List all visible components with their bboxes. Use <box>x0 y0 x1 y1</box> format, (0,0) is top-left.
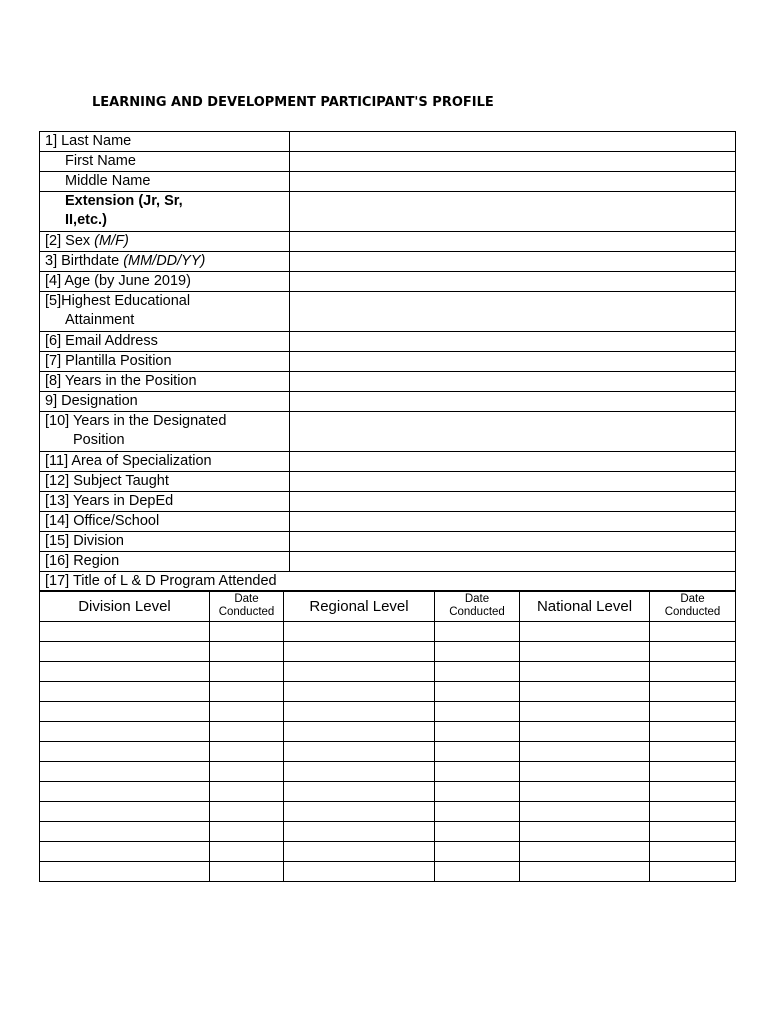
row-age <box>40 272 736 292</box>
header-regional-date-line2: Conducted <box>449 606 505 618</box>
cell-division-date[interactable] <box>210 702 284 722</box>
label-region: [16] Region <box>40 552 290 572</box>
cell-division-date[interactable] <box>210 722 284 742</box>
cell-regional-date[interactable] <box>435 622 520 642</box>
header-division-date-line2: Conducted <box>218 606 275 618</box>
cell-division-program[interactable] <box>40 682 210 702</box>
value-subject[interactable] <box>290 472 736 492</box>
label-years-position: [8] Years in the Position <box>40 372 290 392</box>
value-birthdate[interactable] <box>290 252 736 272</box>
value-division[interactable] <box>290 532 736 552</box>
cell-regional-date[interactable] <box>435 822 520 842</box>
label-education <box>40 292 290 332</box>
label-sex-text: [2] Sex <box>45 233 95 249</box>
cell-regional-program[interactable] <box>284 682 435 702</box>
cell-division-date[interactable] <box>210 802 284 822</box>
cell-division-program[interactable] <box>40 802 210 822</box>
cell-regional-date[interactable] <box>435 642 520 662</box>
row-sex <box>40 232 736 252</box>
cell-division-date[interactable] <box>210 822 284 842</box>
row-division <box>40 532 736 552</box>
row-region <box>40 552 736 572</box>
value-extension[interactable] <box>290 192 736 232</box>
row-email <box>40 332 736 352</box>
cell-division-program[interactable] <box>40 842 210 862</box>
row-last-name <box>40 132 736 152</box>
cell-regional-program[interactable] <box>284 702 435 722</box>
cell-division-program[interactable] <box>40 742 210 762</box>
cell-national-date[interactable] <box>650 622 736 642</box>
row-subject <box>40 472 736 492</box>
cell-national-date[interactable] <box>650 842 736 862</box>
row-education <box>40 292 736 332</box>
cell-division-date[interactable] <box>210 662 284 682</box>
label-division: [15] Division <box>40 532 290 552</box>
cell-regional-date[interactable] <box>435 762 520 782</box>
header-regional-date <box>435 591 520 622</box>
value-designation[interactable] <box>290 392 736 412</box>
cell-national-program[interactable] <box>520 702 650 722</box>
cell-national-date[interactable] <box>650 742 736 762</box>
cell-division-program[interactable] <box>40 762 210 782</box>
cell-division-date[interactable] <box>210 682 284 702</box>
cell-regional-date[interactable] <box>435 802 520 822</box>
value-last-name[interactable] <box>290 132 736 152</box>
value-years-position[interactable] <box>290 372 736 392</box>
value-office[interactable] <box>290 512 736 532</box>
label-sex-hint: (M/F) <box>94 233 129 249</box>
header-national-level: National Level <box>520 591 650 622</box>
cell-national-program[interactable] <box>520 722 650 742</box>
label-email: [6] Email Address <box>40 332 290 352</box>
cell-division-date[interactable] <box>210 862 284 882</box>
cell-regional-program[interactable] <box>284 802 435 822</box>
cell-division-date[interactable] <box>210 642 284 662</box>
cell-regional-program[interactable] <box>284 822 435 842</box>
cell-regional-program[interactable] <box>284 642 435 662</box>
label-education-line1: [5]Highest Educational <box>45 293 191 309</box>
table-row <box>40 642 736 662</box>
cell-division-date[interactable] <box>210 742 284 762</box>
label-years-designated-line1: [10] Years in the Designated <box>45 413 227 429</box>
cell-regional-date[interactable] <box>435 662 520 682</box>
table-row <box>40 742 736 762</box>
cell-division-program[interactable] <box>40 642 210 662</box>
cell-regional-program[interactable] <box>284 662 435 682</box>
table-row <box>40 722 736 742</box>
table-row <box>40 622 736 642</box>
cell-regional-program[interactable] <box>284 742 435 762</box>
row-years-designated <box>40 412 736 452</box>
cell-division-program[interactable] <box>40 822 210 842</box>
value-sex[interactable] <box>290 232 736 252</box>
value-education[interactable] <box>290 292 736 332</box>
row-birthdate <box>40 252 736 272</box>
table-row <box>40 662 736 682</box>
header-regional-date-line1: Date <box>464 593 490 605</box>
cell-national-date[interactable] <box>650 682 736 702</box>
table-row <box>40 702 736 722</box>
cell-regional-program[interactable] <box>284 722 435 742</box>
table-row <box>40 842 736 862</box>
label-extension-line1: Extension (Jr, Sr, <box>65 193 183 209</box>
value-specialization[interactable] <box>290 452 736 472</box>
cell-division-program[interactable] <box>40 862 210 882</box>
program-table-header <box>40 591 736 622</box>
row-program-title <box>40 572 736 592</box>
table-row <box>40 782 736 802</box>
cell-division-program[interactable] <box>40 702 210 722</box>
label-specialization: [11] Area of Specialization <box>40 452 290 472</box>
cell-national-date[interactable] <box>650 722 736 742</box>
cell-national-program[interactable] <box>520 682 650 702</box>
cell-national-date[interactable] <box>650 642 736 662</box>
cell-national-program[interactable] <box>520 822 650 842</box>
program-table-body <box>40 622 736 882</box>
cell-national-date[interactable] <box>650 782 736 802</box>
value-years-designated[interactable] <box>290 412 736 452</box>
cell-national-date[interactable] <box>650 662 736 682</box>
cell-national-program[interactable] <box>520 802 650 822</box>
cell-national-date[interactable] <box>650 802 736 822</box>
cell-national-program[interactable] <box>520 642 650 662</box>
document-title: LEARNING AND DEVELOPMENT PARTICIPANT'S PROFILE <box>92 95 494 110</box>
cell-regional-date[interactable] <box>435 842 520 862</box>
label-subject: [12] Subject Taught <box>40 472 290 492</box>
cell-regional-date[interactable] <box>435 782 520 802</box>
label-years-deped: [13] Years in DepEd <box>40 492 290 512</box>
value-region[interactable] <box>290 552 736 572</box>
label-extension <box>40 192 290 232</box>
program-table <box>39 590 736 882</box>
value-plantilla[interactable] <box>290 352 736 372</box>
cell-national-program[interactable] <box>520 662 650 682</box>
table-row <box>40 762 736 782</box>
cell-division-date[interactable] <box>210 762 284 782</box>
cell-national-program[interactable] <box>520 862 650 882</box>
cell-national-program[interactable] <box>520 762 650 782</box>
label-age: [4] Age (by June 2019) <box>40 272 290 292</box>
row-first-name <box>40 152 736 172</box>
cell-regional-date[interactable] <box>435 722 520 742</box>
row-designation <box>40 392 736 412</box>
label-program-title: [17] Title of L & D Program Attended <box>40 572 736 592</box>
label-office: [14] Office/School <box>40 512 290 532</box>
cell-national-program[interactable] <box>520 782 650 802</box>
cell-regional-program[interactable] <box>284 762 435 782</box>
label-last-name: 1] Last Name <box>40 132 290 152</box>
label-birthdate-hint: (MM/DD/YY) <box>123 253 206 269</box>
label-birthdate <box>40 252 290 272</box>
label-plantilla: [7] Plantilla Position <box>40 352 290 372</box>
label-years-designated-line2: Position <box>73 432 125 448</box>
row-specialization <box>40 452 736 472</box>
profile-table <box>39 131 736 592</box>
table-row <box>40 682 736 702</box>
cell-regional-program[interactable] <box>284 622 435 642</box>
row-extension <box>40 192 736 232</box>
value-middle-name[interactable] <box>290 172 736 192</box>
row-middle-name <box>40 172 736 192</box>
table-row <box>40 822 736 842</box>
row-years-position <box>40 372 736 392</box>
row-years-deped <box>40 492 736 512</box>
cell-regional-date[interactable] <box>435 702 520 722</box>
label-first-name: First Name <box>40 152 290 172</box>
header-national-date <box>650 591 736 622</box>
value-age[interactable] <box>290 272 736 292</box>
cell-division-date[interactable] <box>210 782 284 802</box>
table-row <box>40 862 736 882</box>
label-years-designated <box>40 412 290 452</box>
label-middle-name: Middle Name <box>40 172 290 192</box>
cell-national-program[interactable] <box>520 842 650 862</box>
cell-division-program[interactable] <box>40 722 210 742</box>
cell-national-date[interactable] <box>650 702 736 722</box>
header-division-level: Division Level <box>40 591 210 622</box>
cell-division-program[interactable] <box>40 662 210 682</box>
value-years-deped[interactable] <box>290 492 736 512</box>
cell-national-date[interactable] <box>650 862 736 882</box>
cell-national-program[interactable] <box>520 622 650 642</box>
cell-national-date[interactable] <box>650 762 736 782</box>
cell-national-program[interactable] <box>520 742 650 762</box>
value-first-name[interactable] <box>290 152 736 172</box>
row-plantilla <box>40 352 736 372</box>
label-designation: 9] Designation <box>40 392 290 412</box>
value-email[interactable] <box>290 332 736 352</box>
cell-regional-program[interactable] <box>284 862 435 882</box>
header-national-date-line1: Date <box>680 593 705 605</box>
cell-regional-date[interactable] <box>435 862 520 882</box>
header-national-date-line2: Conducted <box>664 606 721 618</box>
cell-regional-program[interactable] <box>284 782 435 802</box>
cell-division-program[interactable] <box>40 622 210 642</box>
label-sex <box>40 232 290 252</box>
row-office <box>40 512 736 532</box>
label-education-line2: Attainment <box>65 312 135 328</box>
cell-regional-date[interactable] <box>435 742 520 762</box>
cell-regional-program[interactable] <box>284 842 435 862</box>
header-regional-level: Regional Level <box>284 591 435 622</box>
label-extension-line2: II,etc.) <box>65 212 107 228</box>
cell-division-date[interactable] <box>210 842 284 862</box>
cell-national-date[interactable] <box>650 822 736 842</box>
header-division-date-line1: Date <box>234 593 259 605</box>
cell-division-program[interactable] <box>40 782 210 802</box>
table-row <box>40 802 736 822</box>
label-birthdate-text: 3] Birthdate <box>45 253 124 269</box>
cell-regional-date[interactable] <box>435 682 520 702</box>
cell-division-date[interactable] <box>210 622 284 642</box>
header-division-date <box>210 591 284 622</box>
